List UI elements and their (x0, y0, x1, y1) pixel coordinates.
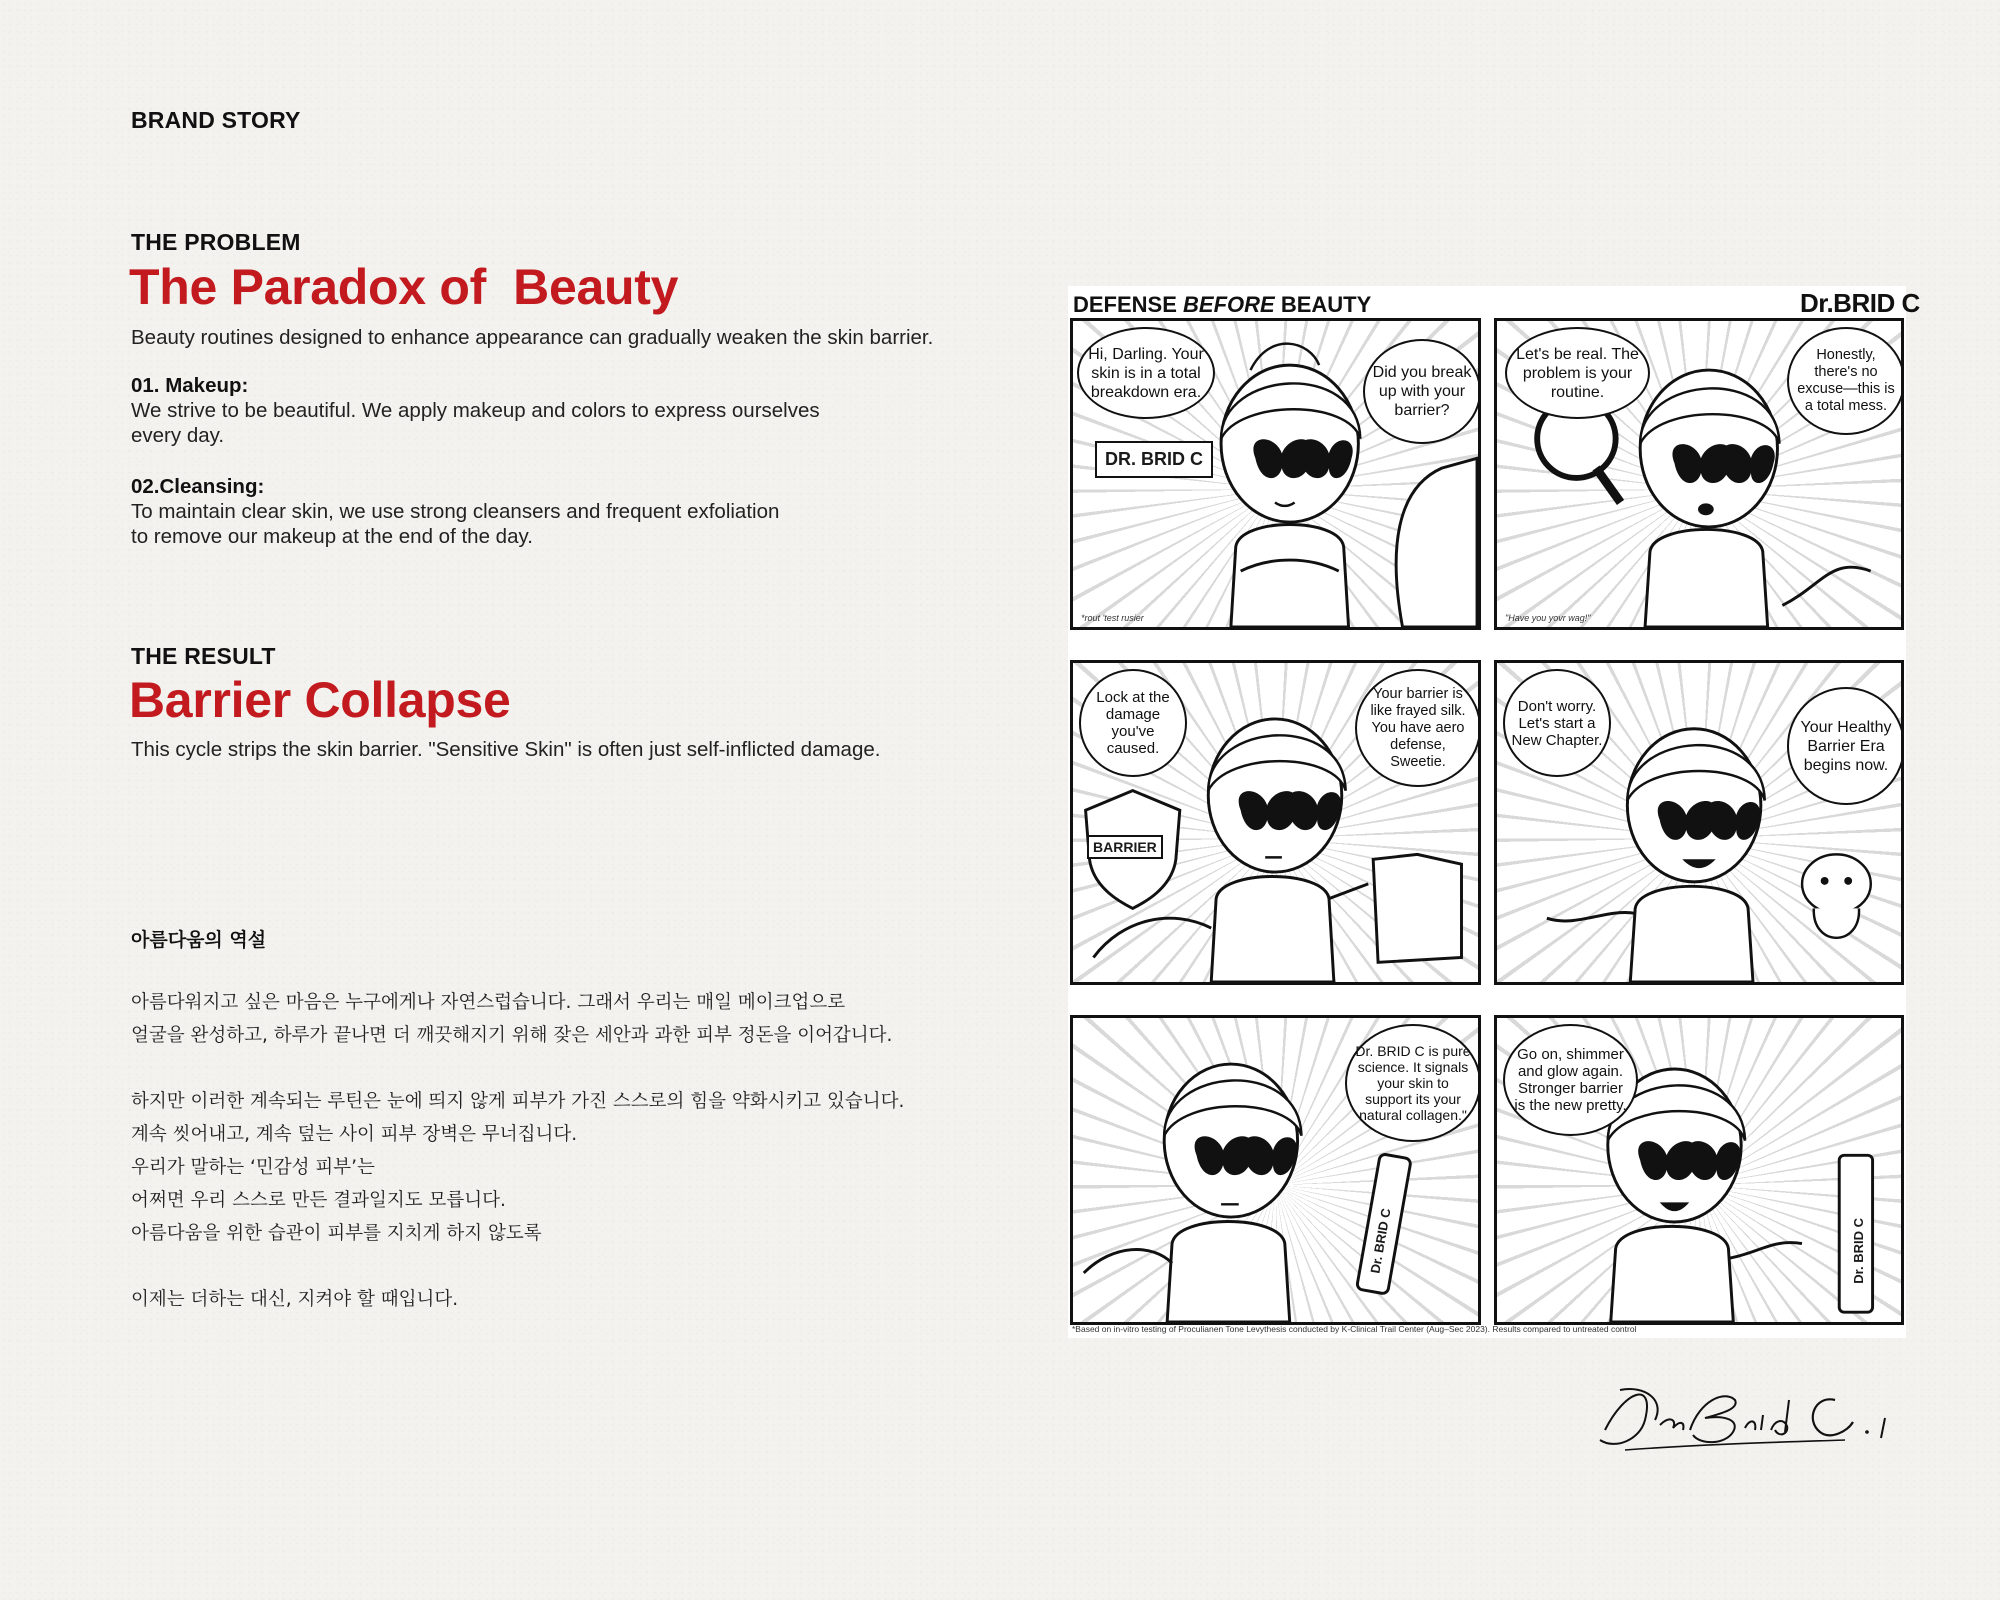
comic-panel-5 (1070, 1015, 1481, 1325)
korean-title: 아름다움의 역설 (131, 929, 267, 951)
result-headline: Barrier Collapse (129, 672, 511, 728)
panel-caption: "Have you yovr wag!" (1505, 613, 1591, 623)
korean-line: 어쩌면 우리 스스로 만든 결과일지도 모릅니다. (131, 1190, 506, 1211)
comic-panel-2 (1494, 318, 1904, 630)
cleansing-item (131, 475, 779, 549)
product-tube-label: Dr. BRID C (1367, 1207, 1394, 1275)
signature-text: Dr. Brid C. (1585, 1360, 1590, 1361)
cleansing-line-2: to remove our makeup at the end of the day. (131, 525, 533, 548)
korean-line: 우리가 말하는 ‘민감성 피부’는 (131, 1157, 375, 1178)
korean-line: 이제는 더하는 대신, 지켜야 할 때입니다. (131, 1289, 459, 1310)
comic-panel-3 (1070, 660, 1481, 985)
panel-caption: *rout 'test rusier (1081, 613, 1144, 623)
comic-panel-4 (1494, 660, 1904, 985)
speech-bubble: Your Healthy Barrier Era begins now. (1787, 687, 1904, 805)
problem-headline: The Paradox of Beauty (129, 259, 679, 315)
makeup-title: 01. Makeup: (131, 374, 249, 397)
comic-title-emphasis: BEFORE (1183, 292, 1275, 317)
makeup-item (131, 374, 820, 448)
problem-label: THE PROBLEM (131, 229, 301, 255)
korean-line: 계속 씻어내고, 계속 덮는 사이 피부 장벽은 무너집니다. (131, 1124, 578, 1145)
makeup-line-2: every day. (131, 424, 225, 447)
korean-line: 아름다움을 위한 습관이 피부를 지치게 하지 않도록 (131, 1223, 542, 1244)
cleansing-title: 02.Cleansing: (131, 475, 265, 498)
makeup-line-1: We strive to be beautiful. We apply makeup and colors to express ourselves (131, 399, 820, 422)
comic-panel-6 (1494, 1015, 1904, 1325)
result-text: This cycle strips the skin barrier. "Sensitive Skin" is often just self-inflicted damage. (131, 738, 881, 761)
comic-logo: Dr.BRID C (1800, 288, 1920, 318)
comic-panel-1 (1070, 318, 1481, 630)
comic-title (1073, 292, 1371, 318)
product-tube-label: Dr. BRID C (1851, 1218, 1866, 1284)
comic-footnote: *Based on in-vitro testing of Proculianen Tone Levythesis conducted by K-Clinical Trail Center (Aug–Sec 2023). Results compared to untreated control (1072, 1324, 1637, 1334)
speech-bubble: Hi, Darling. Your skin is in a total breakdown era. (1077, 327, 1215, 419)
comic-title-part: DEFENSE (1073, 292, 1184, 317)
speech-bubble: Go on, shimmer and glow again. Stronger barrier is the new pretty. (1503, 1024, 1638, 1136)
korean-line: 하지만 이러한 계속되는 루틴은 눈에 띄지 않게 피부가 가진 스스로의 힘을 약화시키고 있습니다. (131, 1091, 905, 1112)
cleansing-line-1: To maintain clear skin, we use strong cleansers and frequent exfoliation (131, 500, 780, 523)
speech-bubble: Don't worry. Let's start a New Chapter. (1503, 669, 1611, 777)
signature (1585, 1360, 1925, 1470)
speech-bubble: Did you break up with your barrier? (1363, 339, 1481, 444)
korean-spacer (131, 1250, 904, 1283)
speech-bubble: Honestly, there's no excuse—this is a total mess. (1787, 327, 1904, 435)
result-label: THE RESULT (131, 643, 276, 669)
clinic-sign: DR. BRID C (1095, 441, 1213, 478)
brand-story-label: BRAND STORY (131, 107, 301, 133)
korean-spacer (131, 1052, 904, 1085)
problem-intro: Beauty routines designed to enhance appearance can gradually weaken the skin barrier. (131, 326, 934, 349)
barrier-shield-label: BARRIER (1087, 835, 1163, 859)
korean-line: 얼굴을 완성하고, 하루가 끝나면 더 깨끗해지기 위해 잦은 세안과 과한 피부 정돈을 이어갑니다. (131, 1025, 893, 1046)
comic-title-part: BEAUTY (1274, 292, 1372, 317)
speech-bubble: Lock at the damage you've caused. (1079, 669, 1187, 777)
korean-body (131, 986, 904, 1316)
speech-bubble: Let's be real. The problem is your routine. (1505, 327, 1650, 419)
korean-line: 아름다워지고 싶은 마음은 누구에게나 자연스럽습니다. 그래서 우리는 매일 메이크업으로 (131, 992, 846, 1013)
speech-bubble: Your barrier is like frayed silk. You have aero defense, Sweetie. (1355, 669, 1481, 787)
speech-bubble: Dr. BRID C is pure science. It signals your skin to support its your natural collagen." (1345, 1024, 1481, 1142)
